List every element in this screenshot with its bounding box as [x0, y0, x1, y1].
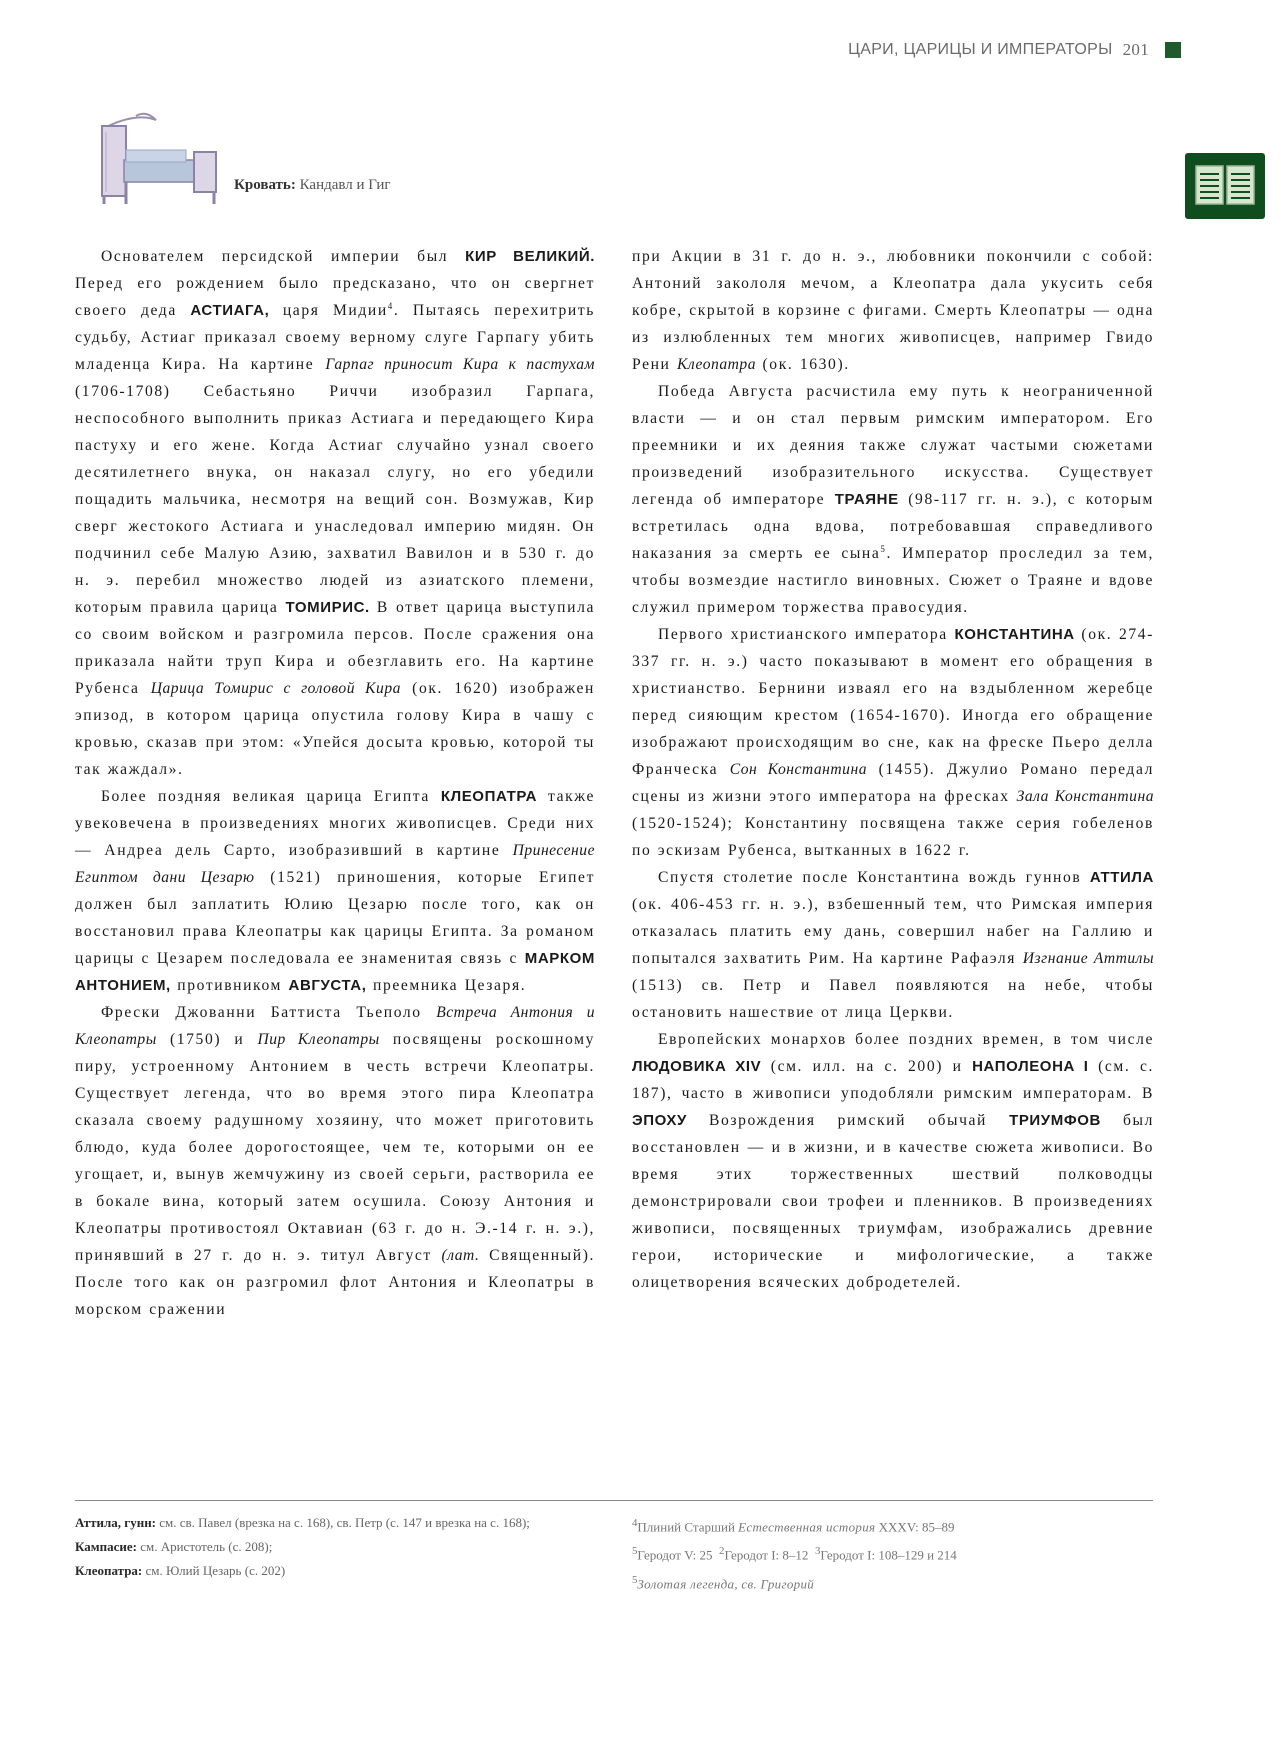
footnote-ref: 5 — [880, 543, 887, 554]
paragraph: Основателем персидской империи был КИР ВЕЛИКИЙ. Перед его рождением было предсказано, что он свергнет своего деда АСТИАГА, царя Мидии$^4$. Пытаясь перехитрить судьбу, Астиаг приказал своему верному слуге Гарпагу убить младенца Кира. На картине Гарпаг приносит Кира к пастухам (1706-1708) Себастьяно Риччи изобразил Гарпага, неспособного выполнить приказ Астиага и передающего Кира пастуху и его жене. Когда Астиаг случайно узнал своего десятилетнего внука, он наказал слугу, но его убедили пощадить мальчика, несмотря на вещий сон. Возмужав, Кир сверг жестокого Астиага и унаследовал империю мидян. Он подчинил себе Малую Азию, захватил Вавилон и в 530 г. до н. э. перебил множество людей из азиатского племени, которым правила царица ТОМИРИС. В ответ царица выступила со своим войском и разгромила персов. После сражения она приказала найти труп Кира и обезглавить его. На картине Рубенса Царица Томирис с головой Кира (ок. 1620) изображен эпизод, в котором царица опустила голову Кира в чашу с кровью, сказав при этом: «Упейся досыта кровью, которой ты так жаждал». — [75, 248, 596, 778]
section-marker — [1165, 42, 1181, 58]
term: АТТИЛА — [1089, 869, 1154, 886]
term: ТРИУМФОВ — [1009, 1112, 1101, 1129]
term: ЭПОХУ — [632, 1112, 687, 1129]
term: КЛЕОПАТРА — [440, 788, 538, 805]
artwork-title: Зала Константина — [1016, 788, 1154, 805]
artwork-title: Царица Томирис с головой Кира — [150, 680, 401, 697]
book-icon — [1185, 153, 1265, 219]
footnote-ref: 4 — [387, 300, 394, 311]
term: АСТИАГА, — [190, 302, 270, 319]
illustration-caption — [234, 177, 391, 194]
artwork-title: Клеопатра — [676, 356, 756, 373]
footnote: $^5$Золотая легенда, св. Григорий — [632, 1573, 815, 1591]
running-header — [848, 40, 1181, 60]
term: ТРАЯНЕ — [834, 491, 899, 508]
paragraph: Первого христианского императора КОНСТАНТИНА (ок. 274-337 гг. н. э.) часто показывают в момент его обращения в христианство. Бернини изваял его на вздыбленном жеребце перед сияющим крестом (1654-1670). Иногда его обращение изображают происходящим во сне, как на фреске Пьеро делла Франческа Сон Константина (1455). Джулио Романо передал сцены из жизни этого императора на фресках Зала Константина (1520-1524); Константину посвящена также серия гобеленов по эскизам Рубенса, вытканных в 1622 г. — [632, 626, 1154, 859]
artwork-title: Пир Клеопатры — [257, 1031, 380, 1048]
term: МАРКОМ АНТОНИЕМ, — [75, 950, 595, 994]
term: КОНСТАНТИНА — [954, 626, 1075, 643]
artwork-title: Встреча Антония и Клеопатры — [75, 1004, 596, 1048]
caption-label: Кровать: — [234, 177, 296, 193]
artwork-title: Сон Константина — [729, 761, 868, 778]
artwork-title: Принесение Египтом дани Цезарю — [75, 842, 595, 886]
caption-text: Кандавл и Гиг — [299, 177, 391, 193]
paragraph: при Акции в 31 г. до н. э., любовники покончили с собой: Антоний закололя мечом, а Клеопатра дала укусить себя кобре, скрытой в корзине с фигами. Смерть Клеопатры — одна из излюбленных тем многих живописцев, например Гвидо Рени Клеопатра (ок. 1630). — [632, 248, 1154, 373]
term: НАПОЛЕОНА I — [972, 1058, 1089, 1075]
paragraph: Победа Августа расчистила ему путь к неограниченной власти — и он стал первым римским императором. Его преемники и их деяния также служат частыми сюжетами произведений изобразительного искусства. Существует легенда об императоре ТРАЯНЕ (98-117 гг. н. э.), с которым встретилась одна вдова, потребовавшая справедливого наказания за смерть ее сына$^5$. Император проследил за тем, чтобы возмездие настигло виновных. Сюжет о Траяне и вдове служил примером торжества правосудия. — [632, 383, 1154, 616]
paragraph: Спустя столетие после Константина вождь гуннов АТТИЛА (ок. 406-453 гг. н. э.), взбешенный тем, что Римская империя отказалась платить ему дань, совершил набег на Галлию и попытался захватить Рим. На картине Рафаэля Изгнание Аттилы (1513) св. Петр и Павел появляются на небе, чтобы остановить нашествие от лица Церкви. — [632, 869, 1155, 1021]
footnotes — [632, 1511, 1152, 1596]
running-title: ЦАРИ, ЦАРИЦЫ И ИМПЕРАТОРЫ — [848, 41, 1113, 58]
latin-note: (лат. — [441, 1247, 480, 1264]
footer-divider — [75, 1500, 1153, 1501]
artwork-title: Гарпаг приносит Кира к пастухам — [325, 356, 595, 373]
footnote: $^4$Плиний Старший Естественная история XXXV: 85–89 — [632, 1517, 955, 1535]
bed-icon — [96, 108, 224, 208]
term: АВГУСТА, — [288, 977, 367, 994]
paragraph: Европейских монархов более поздних времен, в том числе ЛЮДОВИКА XIV (см. илл. на с. 200) и НАПОЛЕОНА I (см. с. 187), часто в живописи уподобляли римским императорам. В ЭПОХУ Возрождения римский обычай ТРИУМФОВ был восстановлен — и в жизни, и в качестве сюжета живописи. Во время этих торжественных шествий полководцы демонстрировали свои трофеи и пленников. В произведениях живописи, посвященных триумфам, изображались древние герои, исторические и мифологические, а также олицетворения всяческих добродетелей. — [632, 1031, 1154, 1291]
cross-references: Аттила, гунн: см. св. Павел (врезка на с. 168), св. Петр (с. 147 и врезка на с. 168); Кампасие: см. Аристотель (с. 208); Клеопатра: см. Юлий Цезарь (с. 202) — [75, 1515, 530, 1578]
term: КИР ВЕЛИКИЙ. — [465, 248, 596, 265]
right-column — [632, 243, 1154, 1296]
page-number: 201 — [1122, 40, 1149, 59]
paragraph: Более поздняя великая царица Египта КЛЕОПАТРА также увековечена в произведениях многих живописцев. Среди них — Андреа дель Сарто, изобразивший в картине Принесение Египтом дани Цезарю (1521) приношения, которые Египет должен был заплатить Юлию Цезарю после того, как он восстановил права Клеопатры как царицы Египта. За романом царицы с Цезарем последовала ее знаменитая связь с МАРКОМ АНТОНИЕМ, противником АВГУСТА, преемника Цезаря. — [75, 788, 596, 994]
artwork-title: Изгнание Аттилы — [1022, 950, 1155, 967]
footnote: $^5$Геродот V: 25 $^2$Геродот I: 8–12 $^3$Геродот I: 108–129 и 214 — [632, 1545, 957, 1563]
paragraph: Фрески Джованни Баттиста Тьеполо Встреча Антония и Клеопатры (1750) и Пир Клеопатры посвящены роскошному пиру, устроенному Антонием в честь встречи Клеопатры. Существует легенда, что во время этого пира Клеопатра сказала своему радушному хозяину, что может приготовить блюдо, куда более дорогостоящее, чем те, которыми он ее угощает, и, вынув жемчужину из своей серьги, растворила ее в бокале вина, который затем осушила. Союзу Антония и Клеопатры противостоял Октавиан (63 г. до н. Э.-14 г. н. э.), принявший в 27 г. до н. э. титул Август (лат. Священный). После того как он разгромил флот Антония и Клеопатры в морском сражении — [75, 1004, 596, 1318]
left-column — [75, 243, 595, 1323]
term: ЛЮДОВИКА XIV — [632, 1058, 762, 1075]
term: ТОМИРИС. — [285, 599, 370, 616]
